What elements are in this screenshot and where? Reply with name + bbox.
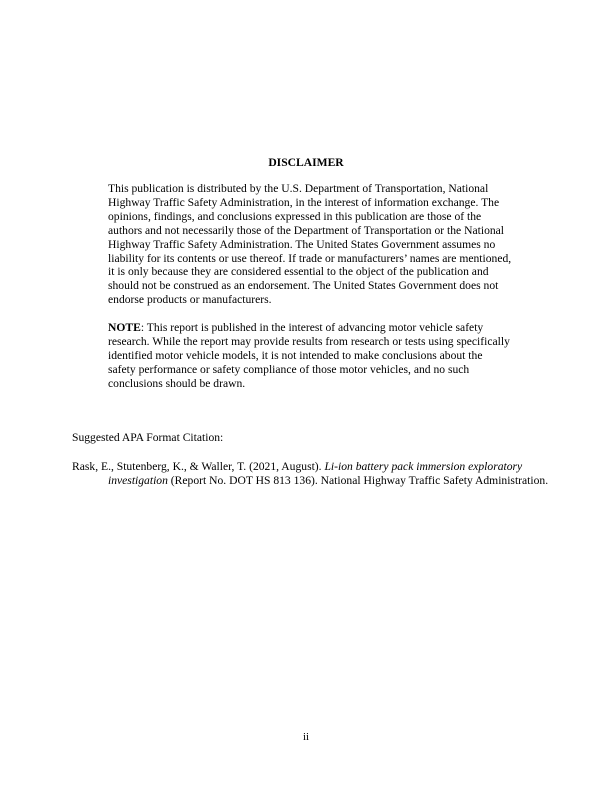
note-text: : This report is published in the interest of advancing motor vehicle safety research. While the report may provide results from research or tests using specifically identified motor vehicle models, it is not intended to make conclusions about the safety performance or safety compliance of those motor vehicles, and no such conclusions should be drawn. (108, 321, 510, 390)
note-paragraph (108, 321, 513, 391)
disclaimer-paragraph: This publication is distributed by the U.S. Department of Transportation, National Highway Traffic Safety Administration, in the interest of information exchange. The opinions, findings, and conclusions expressed in this publication are those of the authors and not necessarily those of the Department of Transportation or the National Highway Traffic Safety Administration. The United States Government assumes no liability for its contents or use thereof. If trade or manufacturers’ names are mentioned, it is only because they are considered essential to the object of the publication and should not be construed as an endorsement. The United States Government does not endorse products or manufacturers. (108, 182, 512, 307)
citation-title: Li-ion battery pack immersion exploratory investigation (108, 460, 523, 487)
citation-heading: Suggested APA Format Citation: (72, 431, 224, 444)
citation-entry (72, 460, 552, 488)
page-number: ii (302, 731, 310, 743)
disclaimer-block (108, 182, 513, 391)
disclaimer-heading: DISCLAIMER (268, 156, 344, 169)
note-label: NOTE (108, 321, 141, 335)
citation-authors: Rask, E., Stutenberg, K., & Waller, T. (2021, August). (72, 460, 325, 473)
citation-details: (Report No. DOT HS 813 136). National Highway Traffic Safety Administration. (167, 473, 549, 487)
